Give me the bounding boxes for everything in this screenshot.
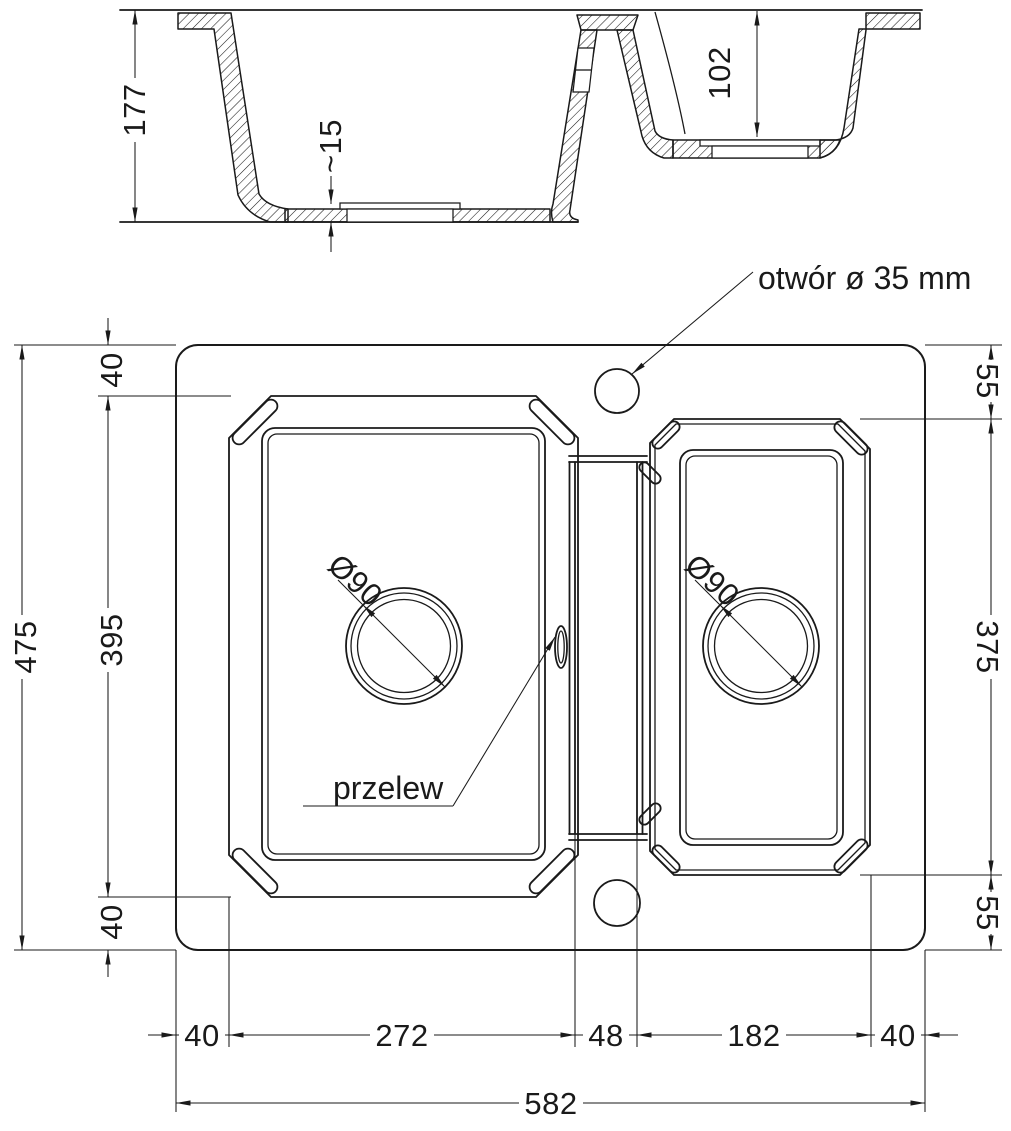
section-right-drain-recess bbox=[712, 146, 808, 158]
dim-left-bottom-offset: 40 bbox=[94, 904, 129, 940]
dim-right-bowl-length: 375 bbox=[970, 620, 1005, 674]
dimension-lines bbox=[14, 10, 1002, 1112]
left-drain-diameter-label: Ø90 bbox=[321, 547, 390, 614]
overflow-callout: przelew bbox=[333, 770, 444, 806]
label-backgrounds bbox=[11, 78, 1002, 1120]
dim-right-bottom-offset: 55 bbox=[970, 895, 1005, 931]
left-bowl-rim bbox=[229, 396, 578, 897]
section-left-wall bbox=[178, 13, 288, 222]
dim-right-top-offset: 55 bbox=[970, 363, 1005, 399]
dim-overall-width: 582 bbox=[524, 1086, 578, 1121]
dim-left-bowl-width: 272 bbox=[375, 1018, 429, 1053]
section-back-contour bbox=[655, 12, 685, 134]
second-faucet-hole bbox=[594, 880, 640, 926]
left-bowl-corner-tr bbox=[527, 397, 577, 447]
right-drain-diameter-label: Ø90 bbox=[678, 547, 747, 614]
dim-section-recess-depth: ~15 bbox=[313, 118, 348, 174]
section-view bbox=[120, 10, 922, 222]
overflow-slot-inner bbox=[558, 631, 564, 663]
dim-left-bowl-length: 395 bbox=[94, 613, 129, 667]
dim-overall-depth: 475 bbox=[8, 620, 43, 674]
callout-labels bbox=[321, 260, 971, 806]
dimension-arrowheads bbox=[19, 10, 993, 1106]
faucet-hole-callout: otwór ø 35 mm bbox=[758, 260, 972, 296]
left-bowl-corner-tl bbox=[230, 397, 280, 447]
dim-bottom-right-offset: 40 bbox=[880, 1018, 916, 1053]
dim-section-right-bowl-depth: 102 bbox=[702, 46, 737, 100]
dim-bottom-left-offset: 40 bbox=[184, 1018, 220, 1053]
divider-channel bbox=[569, 456, 647, 840]
section-right-wall bbox=[820, 13, 920, 158]
dimension-labels bbox=[8, 46, 1005, 1121]
section-left-drain-recess bbox=[347, 209, 453, 222]
dim-section-total-height: 177 bbox=[117, 83, 152, 137]
dim-left-top-offset: 40 bbox=[94, 352, 129, 388]
section-right-drain-plate bbox=[700, 140, 820, 146]
faucet-hole bbox=[595, 369, 639, 413]
dim-center-gap: 48 bbox=[588, 1018, 624, 1053]
section-divider-top bbox=[577, 15, 638, 30]
dim-right-bowl-width: 182 bbox=[727, 1018, 781, 1053]
overflow-slot bbox=[555, 626, 567, 668]
section-left-drain-plate bbox=[340, 203, 460, 209]
